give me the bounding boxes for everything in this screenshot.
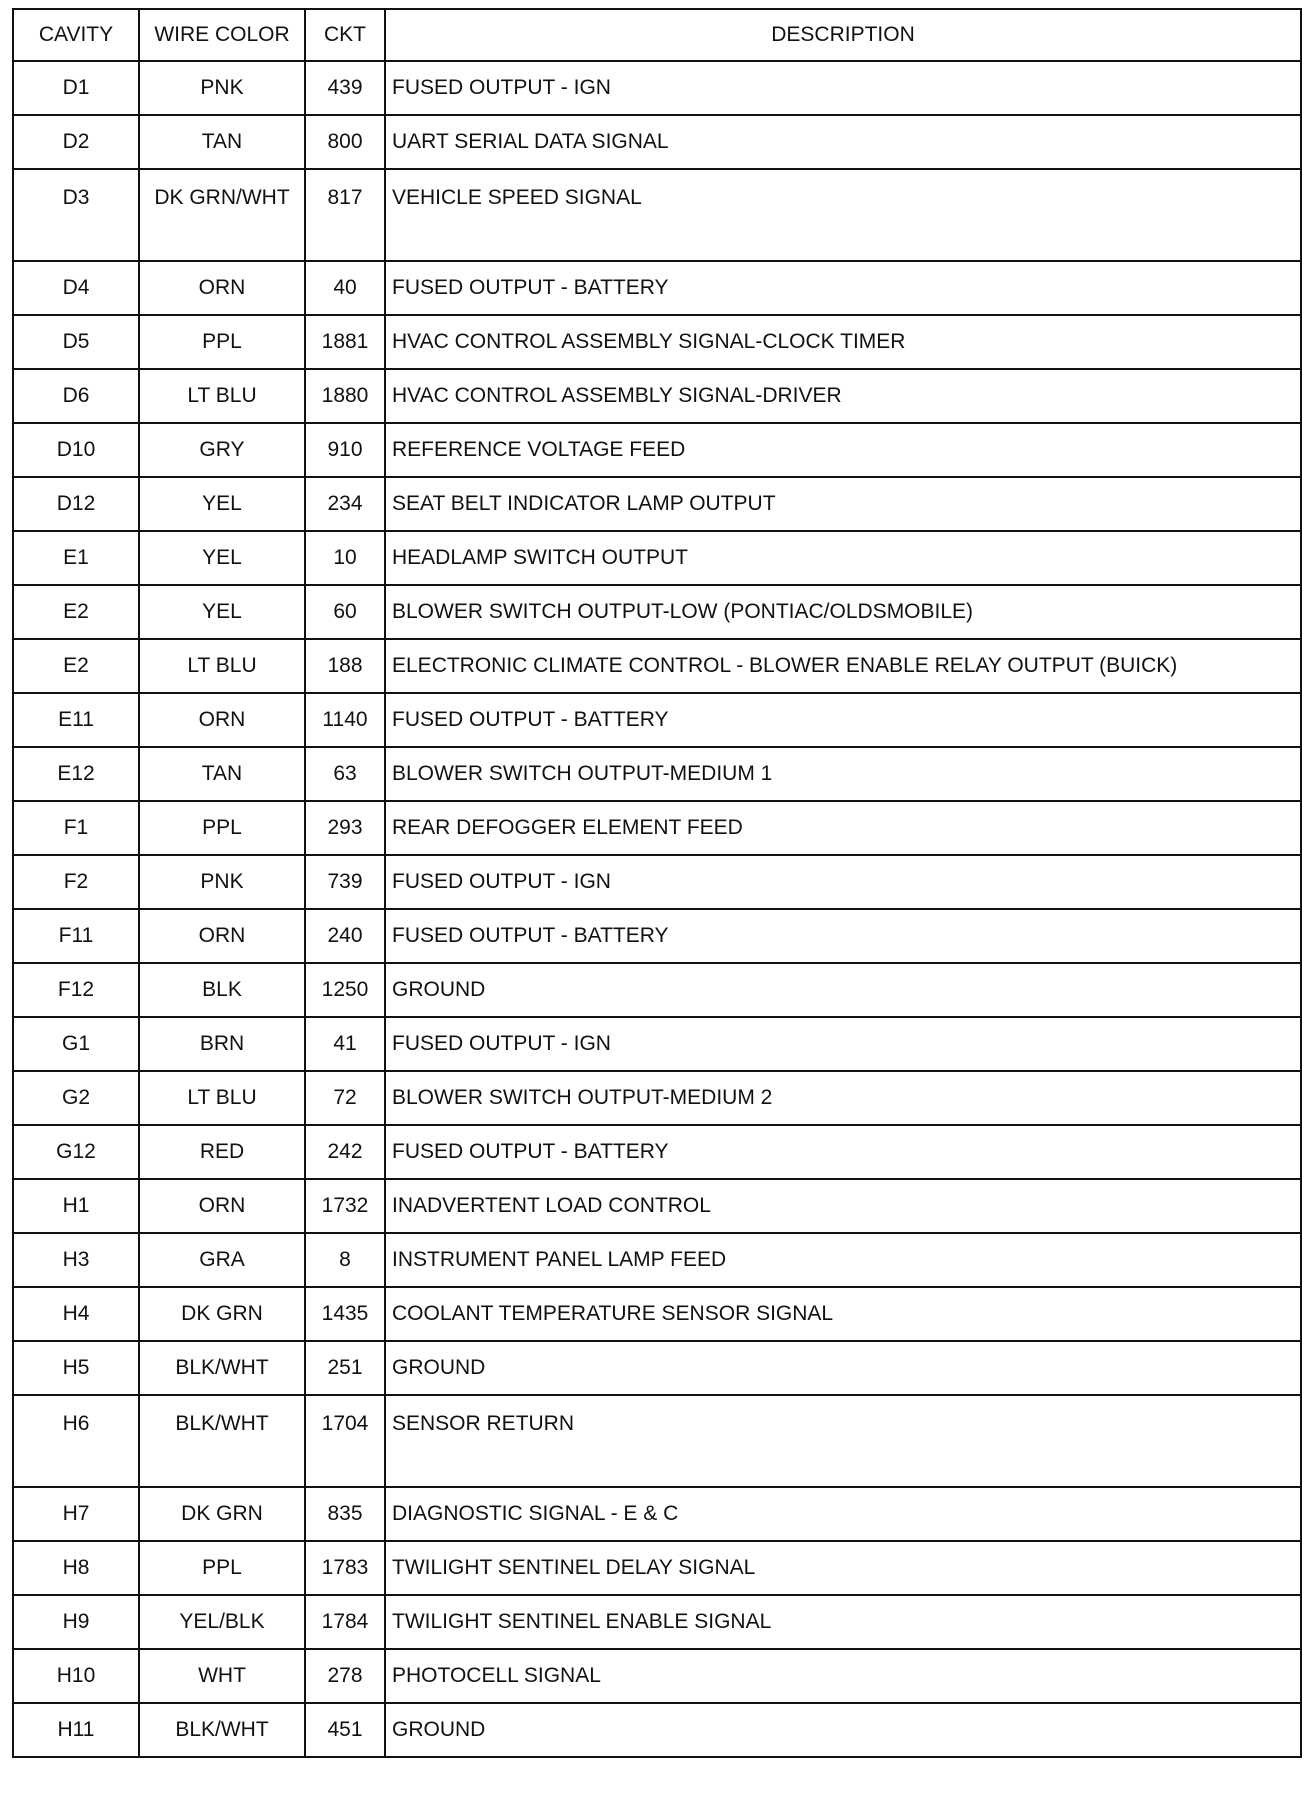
cell-description: ELECTRONIC CLIMATE CONTROL - BLOWER ENABLE RELAY OUTPUT (BUICK) [385,639,1301,693]
cell-description: SEAT BELT INDICATOR LAMP OUTPUT [385,477,1301,531]
cell-cavity: G12 [13,1125,139,1179]
cell-wire-color: LT BLU [139,369,305,423]
table-row [13,1595,1301,1649]
cell-cavity: F12 [13,963,139,1017]
cell-ckt: 1881 [305,315,385,369]
cell-wire-color: YEL [139,585,305,639]
cell-description: FUSED OUTPUT - BATTERY [385,909,1301,963]
cell-description: FUSED OUTPUT - BATTERY [385,1125,1301,1179]
table-body [13,61,1301,1757]
cell-ckt: 1704 [305,1395,385,1487]
cell-cavity: H7 [13,1487,139,1541]
cell-wire-color: BRN [139,1017,305,1071]
cell-ckt: 251 [305,1341,385,1395]
cell-ckt: 800 [305,115,385,169]
cell-wire-color: DK GRN [139,1287,305,1341]
table-row [13,1017,1301,1071]
cell-wire-color: LT BLU [139,1071,305,1125]
cell-description: FUSED OUTPUT - IGN [385,61,1301,115]
cell-description: UART SERIAL DATA SIGNAL [385,115,1301,169]
cell-description: INSTRUMENT PANEL LAMP FEED [385,1233,1301,1287]
cell-description: GROUND [385,963,1301,1017]
cell-wire-color: BLK/WHT [139,1395,305,1487]
cell-wire-color: BLK/WHT [139,1341,305,1395]
cell-cavity: D6 [13,369,139,423]
cell-wire-color: YEL [139,531,305,585]
cell-description: HEADLAMP SWITCH OUTPUT [385,531,1301,585]
cell-cavity: D4 [13,261,139,315]
cell-cavity: H1 [13,1179,139,1233]
header-ckt: CKT [305,9,385,61]
cell-wire-color: YEL [139,477,305,531]
cell-description: REAR DEFOGGER ELEMENT FEED [385,801,1301,855]
cell-ckt: 188 [305,639,385,693]
cell-cavity: H11 [13,1703,139,1757]
cell-cavity: E12 [13,747,139,801]
cell-cavity: D12 [13,477,139,531]
cell-wire-color: PPL [139,315,305,369]
cell-wire-color: DK GRN/WHT [139,169,305,261]
cell-cavity: H8 [13,1541,139,1595]
cell-ckt: 41 [305,1017,385,1071]
cell-cavity: D2 [13,115,139,169]
table-row [13,639,1301,693]
cell-ckt: 817 [305,169,385,261]
cell-ckt: 10 [305,531,385,585]
cell-cavity: G1 [13,1017,139,1071]
cell-description: VEHICLE SPEED SIGNAL [385,169,1301,261]
cell-description: PHOTOCELL SIGNAL [385,1649,1301,1703]
cell-ckt: 1784 [305,1595,385,1649]
cell-cavity: H6 [13,1395,139,1487]
cell-ckt: 910 [305,423,385,477]
table-row [13,115,1301,169]
table-row [13,423,1301,477]
cell-ckt: 60 [305,585,385,639]
cell-cavity: G2 [13,1071,139,1125]
table-row [13,801,1301,855]
cell-wire-color: PNK [139,855,305,909]
table-row [13,1541,1301,1595]
cell-ckt: 240 [305,909,385,963]
cell-description: BLOWER SWITCH OUTPUT-MEDIUM 1 [385,747,1301,801]
cell-cavity: F1 [13,801,139,855]
table-row [13,1287,1301,1341]
cell-description: HVAC CONTROL ASSEMBLY SIGNAL-CLOCK TIMER [385,315,1301,369]
cell-ckt: 1880 [305,369,385,423]
cell-ckt: 739 [305,855,385,909]
cell-ckt: 63 [305,747,385,801]
cell-ckt: 242 [305,1125,385,1179]
table-row [13,369,1301,423]
cell-ckt: 1783 [305,1541,385,1595]
table-row [13,1233,1301,1287]
cell-ckt: 72 [305,1071,385,1125]
table-row [13,909,1301,963]
cell-wire-color: DK GRN [139,1487,305,1541]
cell-ckt: 1140 [305,693,385,747]
cell-ckt: 835 [305,1487,385,1541]
cell-cavity: H4 [13,1287,139,1341]
cell-cavity: H3 [13,1233,139,1287]
cell-cavity: F2 [13,855,139,909]
cell-cavity: H10 [13,1649,139,1703]
cell-ckt: 439 [305,61,385,115]
cell-description: GROUND [385,1703,1301,1757]
cell-wire-color: TAN [139,115,305,169]
cell-description: TWILIGHT SENTINEL ENABLE SIGNAL [385,1595,1301,1649]
table-row [13,531,1301,585]
cell-ckt: 234 [305,477,385,531]
cell-wire-color: RED [139,1125,305,1179]
table-row [13,1487,1301,1541]
cell-wire-color: YEL/BLK [139,1595,305,1649]
cell-cavity: D1 [13,61,139,115]
table-row [13,169,1301,261]
header-wire-color: WIRE COLOR [139,9,305,61]
cell-wire-color: ORN [139,909,305,963]
table-row [13,693,1301,747]
cell-description: FUSED OUTPUT - BATTERY [385,261,1301,315]
cell-description: SENSOR RETURN [385,1395,1301,1487]
cell-description: INADVERTENT LOAD CONTROL [385,1179,1301,1233]
cell-cavity: D10 [13,423,139,477]
cell-cavity: E11 [13,693,139,747]
table-row [13,963,1301,1017]
cell-ckt: 451 [305,1703,385,1757]
cell-wire-color: WHT [139,1649,305,1703]
cell-cavity: H9 [13,1595,139,1649]
table-row [13,1179,1301,1233]
table-row [13,1703,1301,1757]
cell-wire-color: GRY [139,423,305,477]
cell-description: TWILIGHT SENTINEL DELAY SIGNAL [385,1541,1301,1595]
cell-cavity: F11 [13,909,139,963]
cell-wire-color: LT BLU [139,639,305,693]
table-row [13,1649,1301,1703]
header-description: DESCRIPTION [385,9,1301,61]
cell-wire-color: PPL [139,801,305,855]
header-cavity: CAVITY [13,9,139,61]
cell-wire-color: GRA [139,1233,305,1287]
table-row [13,61,1301,115]
table-row [13,261,1301,315]
cell-cavity: E2 [13,585,139,639]
cell-wire-color: PPL [139,1541,305,1595]
cell-description: FUSED OUTPUT - IGN [385,1017,1301,1071]
cell-description: FUSED OUTPUT - IGN [385,855,1301,909]
cell-description: FUSED OUTPUT - BATTERY [385,693,1301,747]
cell-ckt: 1732 [305,1179,385,1233]
table-row [13,585,1301,639]
cell-cavity: E1 [13,531,139,585]
cell-description: BLOWER SWITCH OUTPUT-LOW (PONTIAC/OLDSMOBILE) [385,585,1301,639]
cell-wire-color: ORN [139,261,305,315]
cell-description: COOLANT TEMPERATURE SENSOR SIGNAL [385,1287,1301,1341]
table-row [13,315,1301,369]
cell-wire-color: PNK [139,61,305,115]
cell-description: REFERENCE VOLTAGE FEED [385,423,1301,477]
table-row [13,1071,1301,1125]
table-row [13,1341,1301,1395]
cell-wire-color: ORN [139,693,305,747]
table-header-row [13,9,1301,61]
table-row [13,747,1301,801]
cell-cavity: D3 [13,169,139,261]
cell-ckt: 278 [305,1649,385,1703]
connector-cavity-table [12,8,1302,1758]
cell-ckt: 8 [305,1233,385,1287]
cell-wire-color: BLK/WHT [139,1703,305,1757]
cell-description: BLOWER SWITCH OUTPUT-MEDIUM 2 [385,1071,1301,1125]
cell-wire-color: BLK [139,963,305,1017]
cell-description: DIAGNOSTIC SIGNAL - E & C [385,1487,1301,1541]
cell-cavity: E2 [13,639,139,693]
cell-wire-color: ORN [139,1179,305,1233]
cell-description: GROUND [385,1341,1301,1395]
cell-description: HVAC CONTROL ASSEMBLY SIGNAL-DRIVER [385,369,1301,423]
cell-cavity: D5 [13,315,139,369]
table-row [13,855,1301,909]
cell-cavity: H5 [13,1341,139,1395]
table-row [13,477,1301,531]
cell-ckt: 293 [305,801,385,855]
cell-ckt: 40 [305,261,385,315]
table-row [13,1395,1301,1487]
table-row [13,1125,1301,1179]
cell-wire-color: TAN [139,747,305,801]
cell-ckt: 1435 [305,1287,385,1341]
cell-ckt: 1250 [305,963,385,1017]
